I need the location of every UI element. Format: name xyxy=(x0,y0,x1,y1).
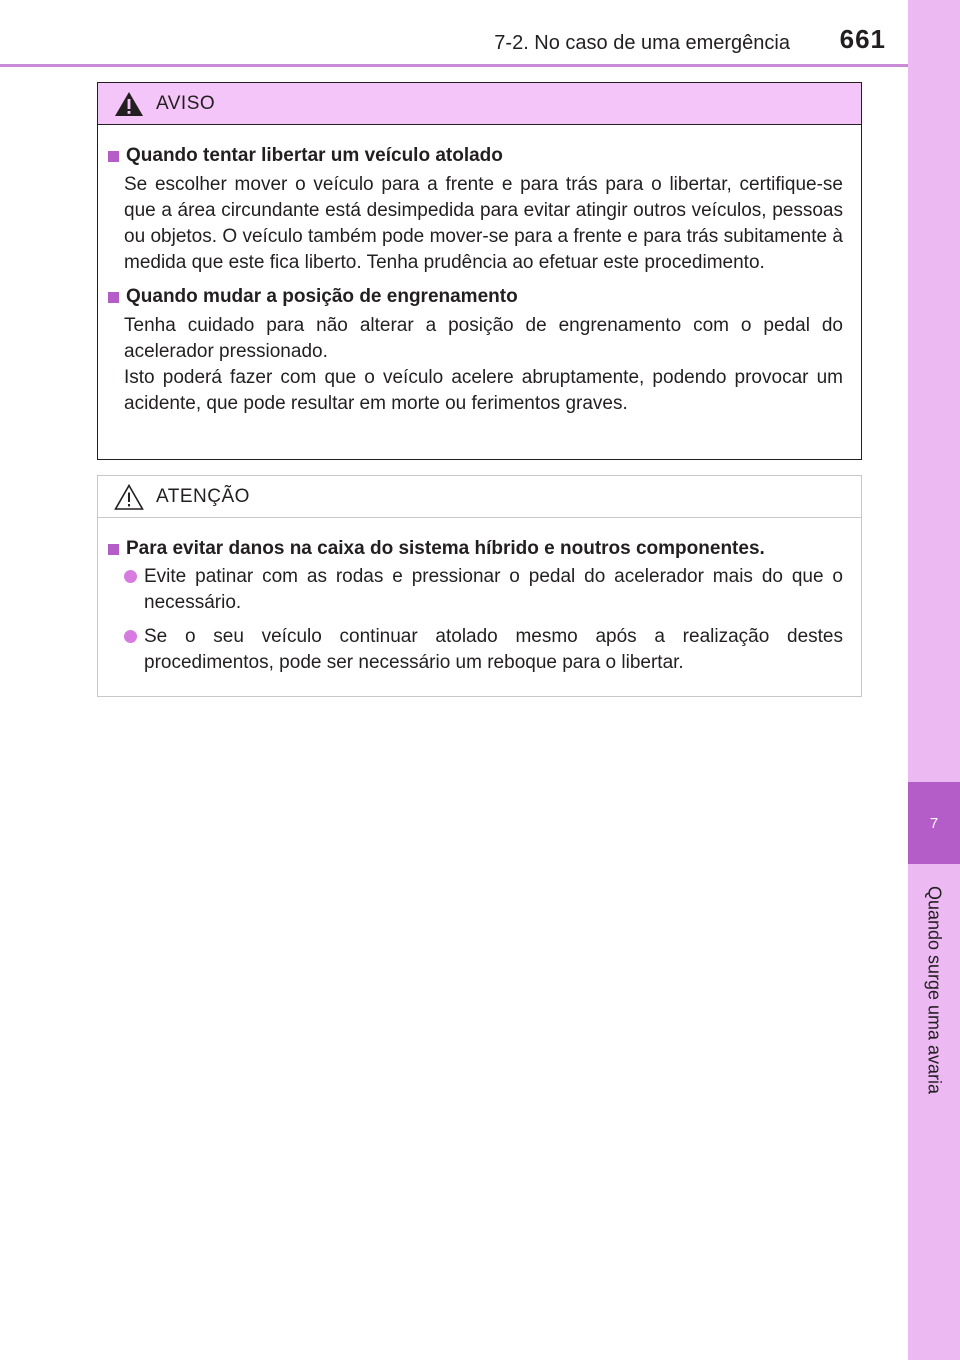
notice-box xyxy=(97,475,862,697)
list-item xyxy=(124,624,843,676)
header-divider xyxy=(0,64,908,67)
square-bullet-icon xyxy=(108,151,119,162)
warning-item-text: Tenha cuidado para não alterar a posição de engrenamento com o pedal do acelerador pressionado. xyxy=(124,315,843,362)
chapter-number: 7 xyxy=(929,814,939,832)
notice-heading-text: Para evitar danos na caixa do sistema híbrido e noutros componentes. xyxy=(126,538,765,559)
warning-box-header xyxy=(98,83,861,125)
warning-item-heading-text: Quando tentar libertar um veículo atolado xyxy=(126,145,503,166)
warning-item-text: Se escolher mover o veículo para a frente e para trás para o libertar, certifique-se que a área circundante está desimpedida para evitar atingir outros veículos, pessoas ou objetos. O veículo também pode mover-se para a frente e para trás subitamente à medida que este fica liberto. Tenha prudência ao efetuar este procedimento. xyxy=(124,174,843,273)
side-tab xyxy=(908,0,960,1360)
warning-box xyxy=(97,82,862,460)
chapter-number-block xyxy=(908,782,960,864)
warning-label: AVISO xyxy=(156,92,216,114)
notice-box-body xyxy=(98,518,861,676)
circle-bullet-icon xyxy=(124,630,137,643)
warning-item-text: Isto poderá fazer com que o veículo acelere abruptamente, podendo provocar um acidente, que pode resultar em morte ou ferimentos graves. xyxy=(124,367,843,414)
warning-triangle-icon xyxy=(114,91,144,117)
notice-box-header xyxy=(98,476,861,518)
warning-item-heading xyxy=(108,143,843,169)
page-number: 661 xyxy=(839,24,886,54)
list-item-text: Se o seu veículo continuar atolado mesmo após a realização destes procedimentos, pode ser necessário um reboque para o libertar. xyxy=(144,626,843,673)
square-bullet-icon xyxy=(108,292,119,303)
warning-item-heading xyxy=(108,284,843,310)
chapter-title: Quando surge uma avaria xyxy=(924,885,945,1095)
warning-item-heading-text: Quando mudar a posição de engrenamento xyxy=(126,286,518,307)
caution-triangle-icon xyxy=(114,484,144,510)
list-item-text: Evite patinar com as rodas e pressionar o pedal do acelerador mais do que o necessário. xyxy=(144,566,843,613)
section-title: 7-2. No caso de uma emergência xyxy=(494,32,790,54)
warning-box-body xyxy=(98,125,861,417)
notice-heading xyxy=(108,536,843,562)
square-bullet-icon xyxy=(108,544,119,555)
circle-bullet-icon xyxy=(124,570,137,583)
list-item xyxy=(124,564,843,616)
notice-label: ATENÇÃO xyxy=(156,485,250,507)
